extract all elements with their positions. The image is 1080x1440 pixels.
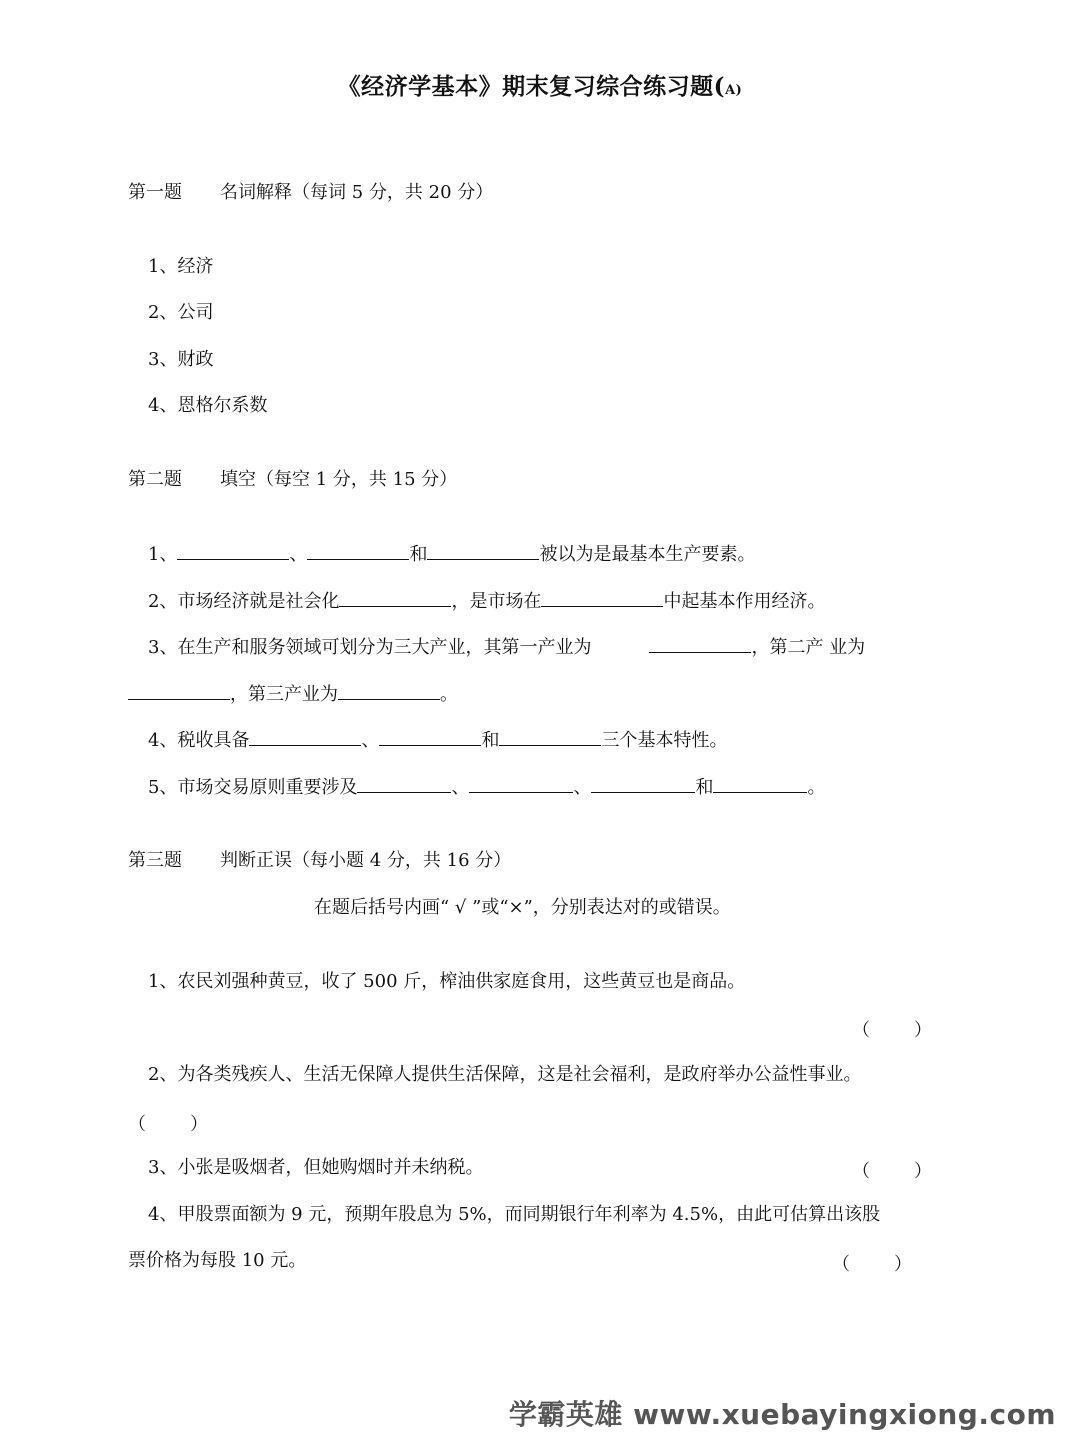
- fill-blank: [541, 590, 663, 607]
- section1-item: 4、恩格尔系数: [148, 395, 268, 416]
- section1-heading: 第一题 名词解释（每词 5 分，共 20 分）: [128, 182, 494, 203]
- fill-blank: [649, 636, 751, 653]
- fill-blank: [338, 683, 440, 700]
- fill-blank: [307, 543, 409, 560]
- fill-question-3-line1: 3、在生产和服务领域可划分为三大产业，其第一产业为 ，第二产 业为: [148, 637, 866, 658]
- section3-instruction: 在题后括号内画“ √ ”或“×”，分别表达对的或错误。: [314, 897, 731, 918]
- fill-blank: [379, 729, 481, 746]
- answer-parentheses: （ ）: [852, 1020, 932, 1041]
- fill-blank: [591, 776, 695, 793]
- fill-blank: [177, 543, 289, 560]
- fill-blank: [249, 729, 361, 746]
- answer-parentheses: （ ）: [128, 1114, 208, 1135]
- section3-heading: 第三题 判断正误（每小题 4 分，共 16 分）: [128, 850, 512, 871]
- fill-question-3-line2: ，第三产业为 。: [128, 683, 458, 706]
- answer-parentheses: （ ）: [852, 1161, 932, 1182]
- fill-blank: [339, 590, 451, 607]
- site-watermark: 学霸英雄 www.xuebayingxiong.com: [508, 1398, 1056, 1431]
- fill-question-2: 2、市场经济就是社会化 ，是市场在 中起基本作用经济。: [148, 591, 826, 612]
- document-title: 《经济学基本》期末复习综合练习题(A): [337, 73, 743, 100]
- fill-question-1: 1、 、 和 被以为是最基本生产要素。: [148, 544, 756, 565]
- fill-blank: [713, 776, 807, 793]
- judge-question-4-line1: 4、甲股票面额为 9 元，预期年股息为 5%，而同期银行年利率为 4.5%，由此可估算出该股: [148, 1204, 881, 1225]
- title-suffix: A): [725, 83, 743, 98]
- fill-blank: [499, 729, 601, 746]
- judge-question-1: 1、农民刘强种黄豆，收了 500 斤，榨油供家庭食用，这些黄豆也是商品。: [148, 971, 746, 992]
- section1-item: 3、财政: [148, 349, 214, 370]
- section2-heading: 第二题 填空（每空 1 分，共 15 分）: [128, 469, 458, 490]
- judge-question-4-line2: 票价格为每股 10 元。: [128, 1250, 307, 1271]
- fill-blank: [469, 776, 573, 793]
- answer-parentheses: （ ）: [832, 1254, 912, 1275]
- fill-question-4: 4、税收具备 、 和 三个基本特性。: [148, 730, 728, 751]
- fill-question-5: 5、市场交易原则重要涉及 、 、 和 。: [148, 777, 826, 798]
- judge-question-2: 2、为各类残疾人、生活无保障人提供生活保障，这是社会福利，是政府举办公益性事业。: [148, 1064, 862, 1085]
- judge-question-3: 3、小张是吸烟者，但她购烟时并未纳税。: [148, 1157, 484, 1178]
- fill-blank: [427, 543, 539, 560]
- section1-item: 1、经济: [148, 256, 214, 277]
- fill-blank: [357, 776, 451, 793]
- fill-blank: [128, 683, 230, 700]
- section1-item: 2、公司: [148, 302, 214, 323]
